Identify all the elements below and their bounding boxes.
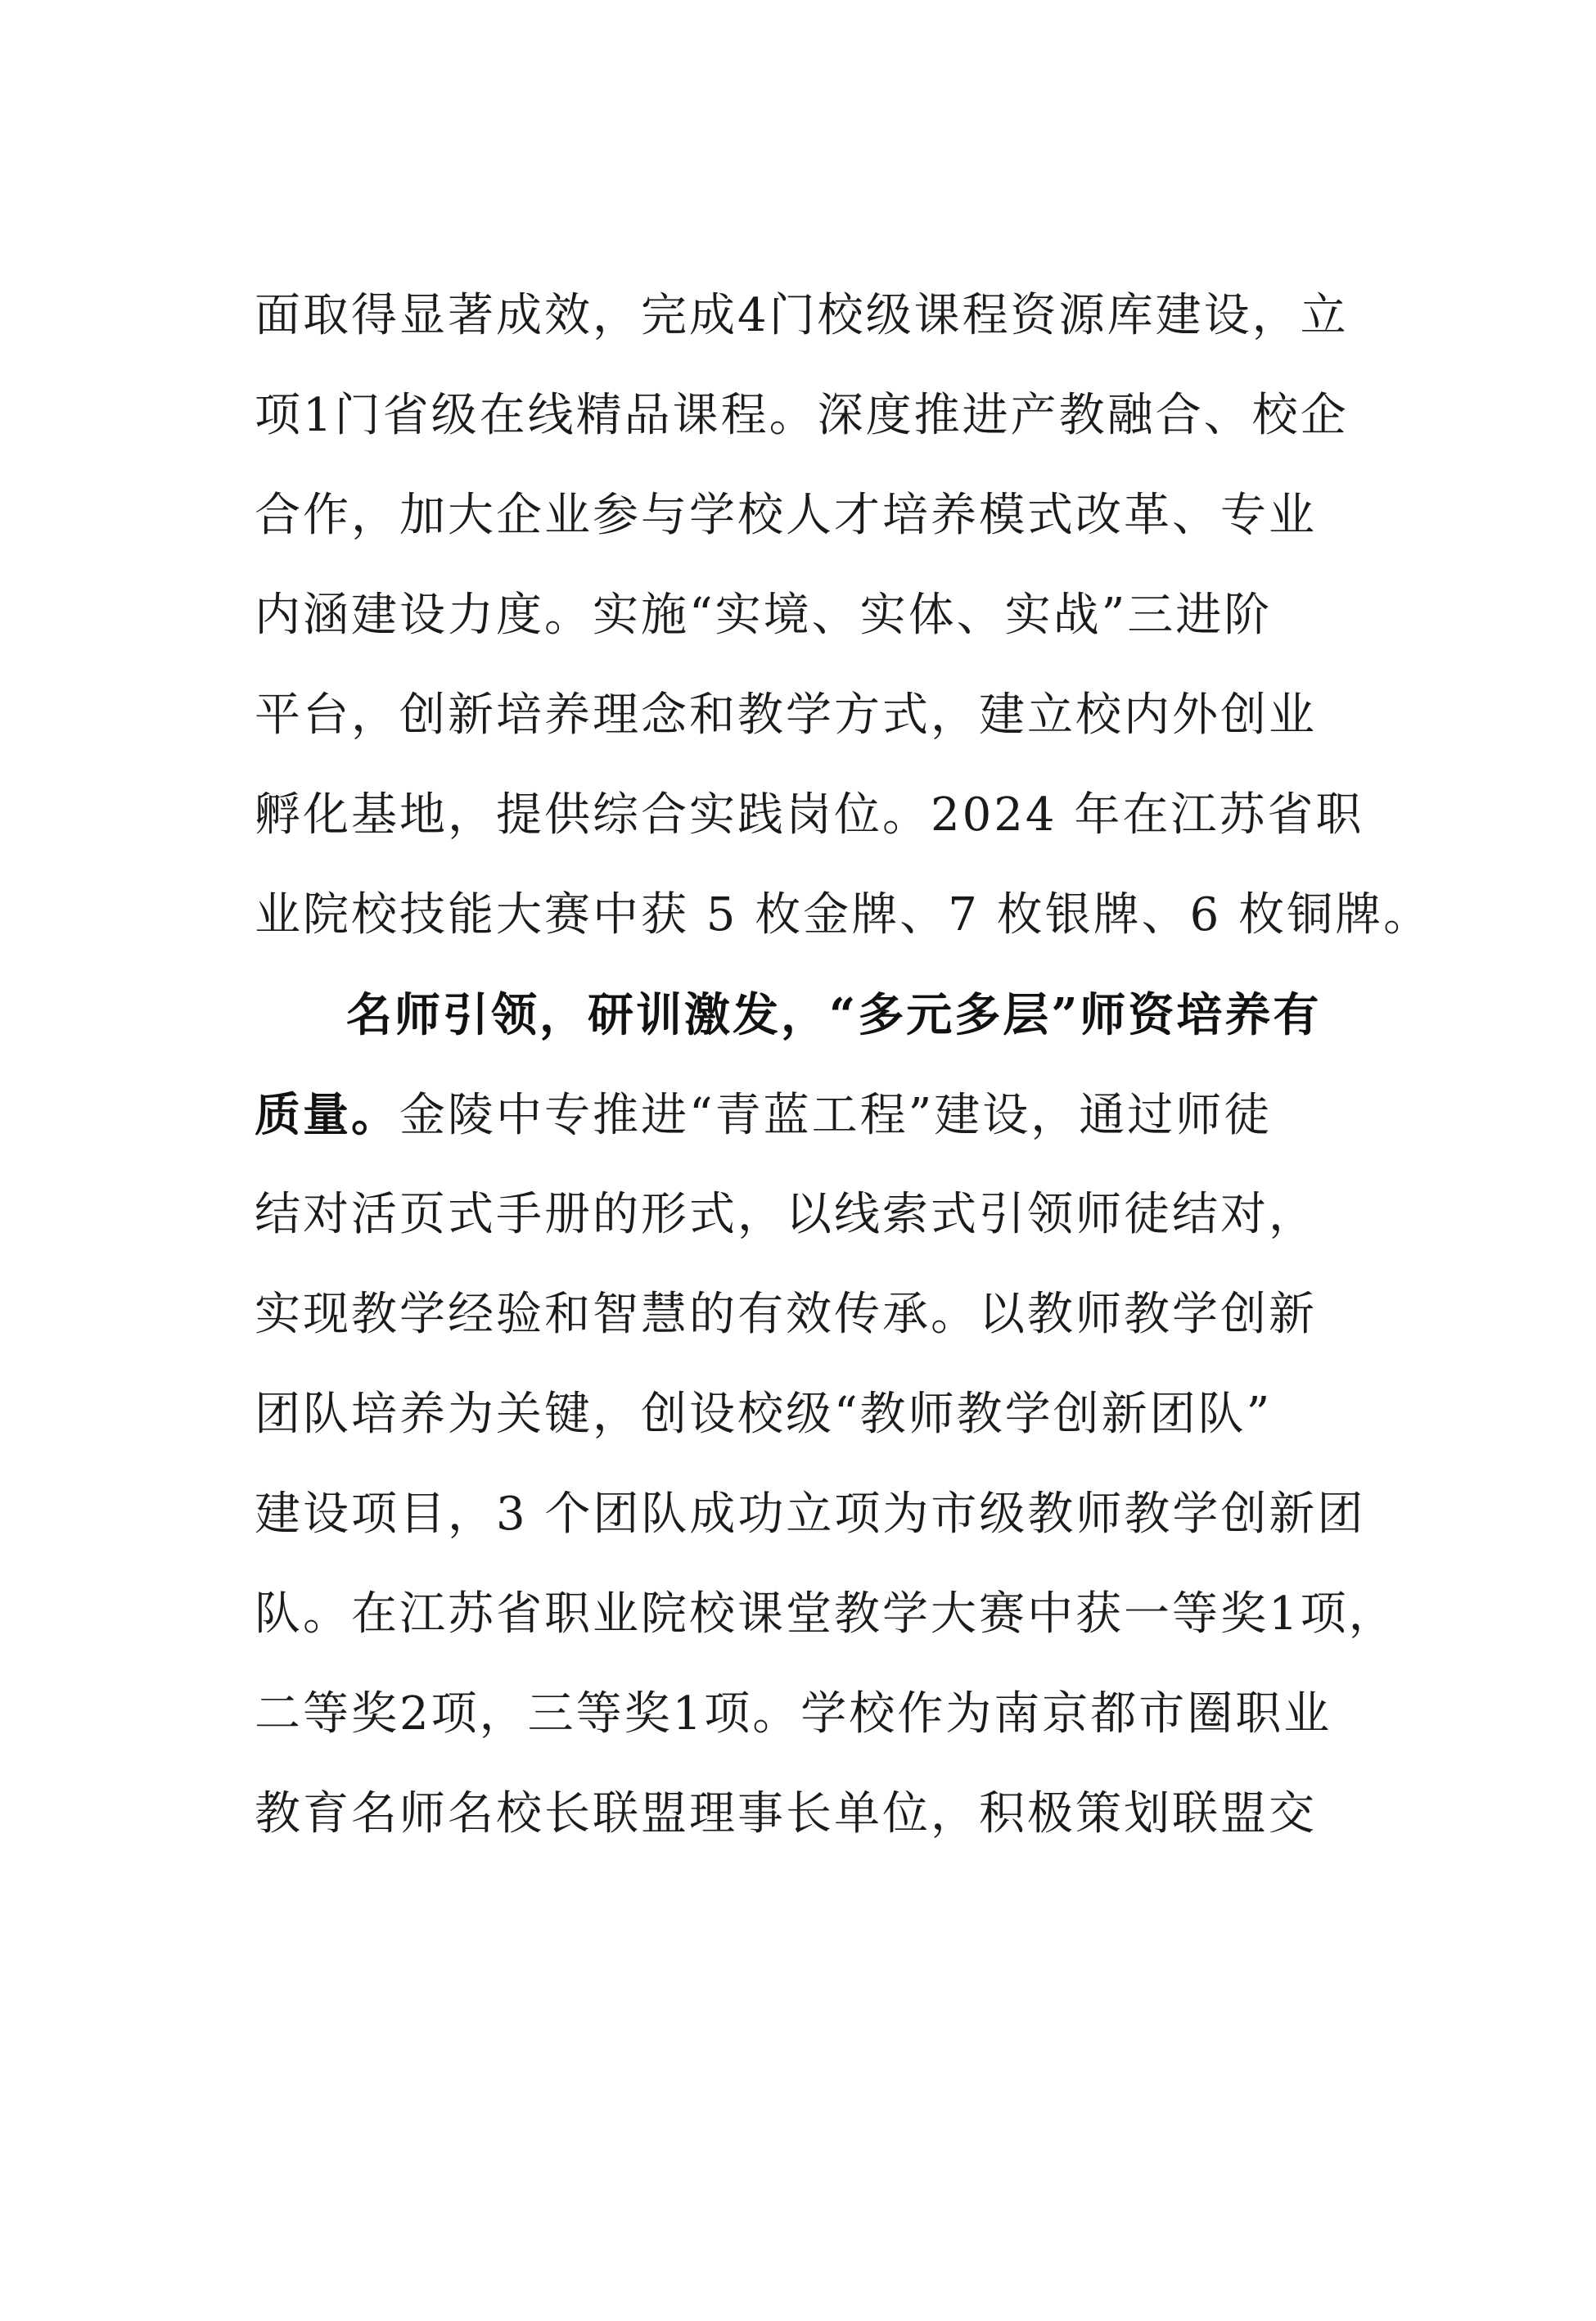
paragraph1-line-7: 业院校技能大赛中获 5 枚金牌、7 枚银牌、6 枚铜牌。	[255, 888, 1432, 941]
paragraph2-line-5: 团队培养为关键，创设校级“教师教学创新团队”	[255, 1388, 1273, 1441]
paragraph1-line-1: 面取得显著成效，完成4门校级课程资源库建设，立	[255, 289, 1349, 342]
paragraph2-line-4: 实现教学经验和智慧的有效传承。以教师教学创新	[255, 1288, 1317, 1341]
paragraph1-line-3: 合作，加大企业参与学校人才培养模式改革、专业	[255, 489, 1317, 542]
paragraph1-line-6: 孵化基地，提供综合实践岗位。2024 年在江苏省职	[255, 788, 1364, 842]
paragraph2-heading-end: 质量。	[255, 1088, 399, 1142]
paragraph2-line-6: 建设项目，3 个团队成功立项为市级教师教学创新团	[255, 1488, 1366, 1541]
paragraph2-heading-line: 名师引领，研训激发，“多元多层”师资培养有	[346, 988, 1322, 1042]
paragraph2-line-8: 二等奖2项，三等奖1项。学校作为南京都市圈职业	[255, 1687, 1332, 1741]
body-text	[255, 266, 1432, 1864]
paragraph2-line-2	[255, 1065, 1351, 1165]
paragraph1-line-4: 内涵建设力度。实施“实境、实体、实战”三进阶	[255, 589, 1273, 642]
paragraph2-line-9: 教育名师名校长联盟理事长单位，积极策划联盟交	[255, 1787, 1317, 1840]
paragraph2-line-2-rest: 金陵中专推进“青蓝工程”建设，通过师徒	[399, 1089, 1273, 1142]
paragraph2-line-3: 结对活页式手册的形式，以线索式引领师徒结对，	[255, 1188, 1317, 1241]
paragraph2-line-7: 队。在江苏省职业院校课堂教学大赛中获一等奖1项，	[255, 1587, 1397, 1641]
paragraph1-line-5: 平台，创新培养理念和教学方式，建立校内外创业	[255, 689, 1317, 742]
paragraph1-line-2: 项1门省级在线精品课程。深度推进产教融合、校企	[255, 389, 1349, 442]
